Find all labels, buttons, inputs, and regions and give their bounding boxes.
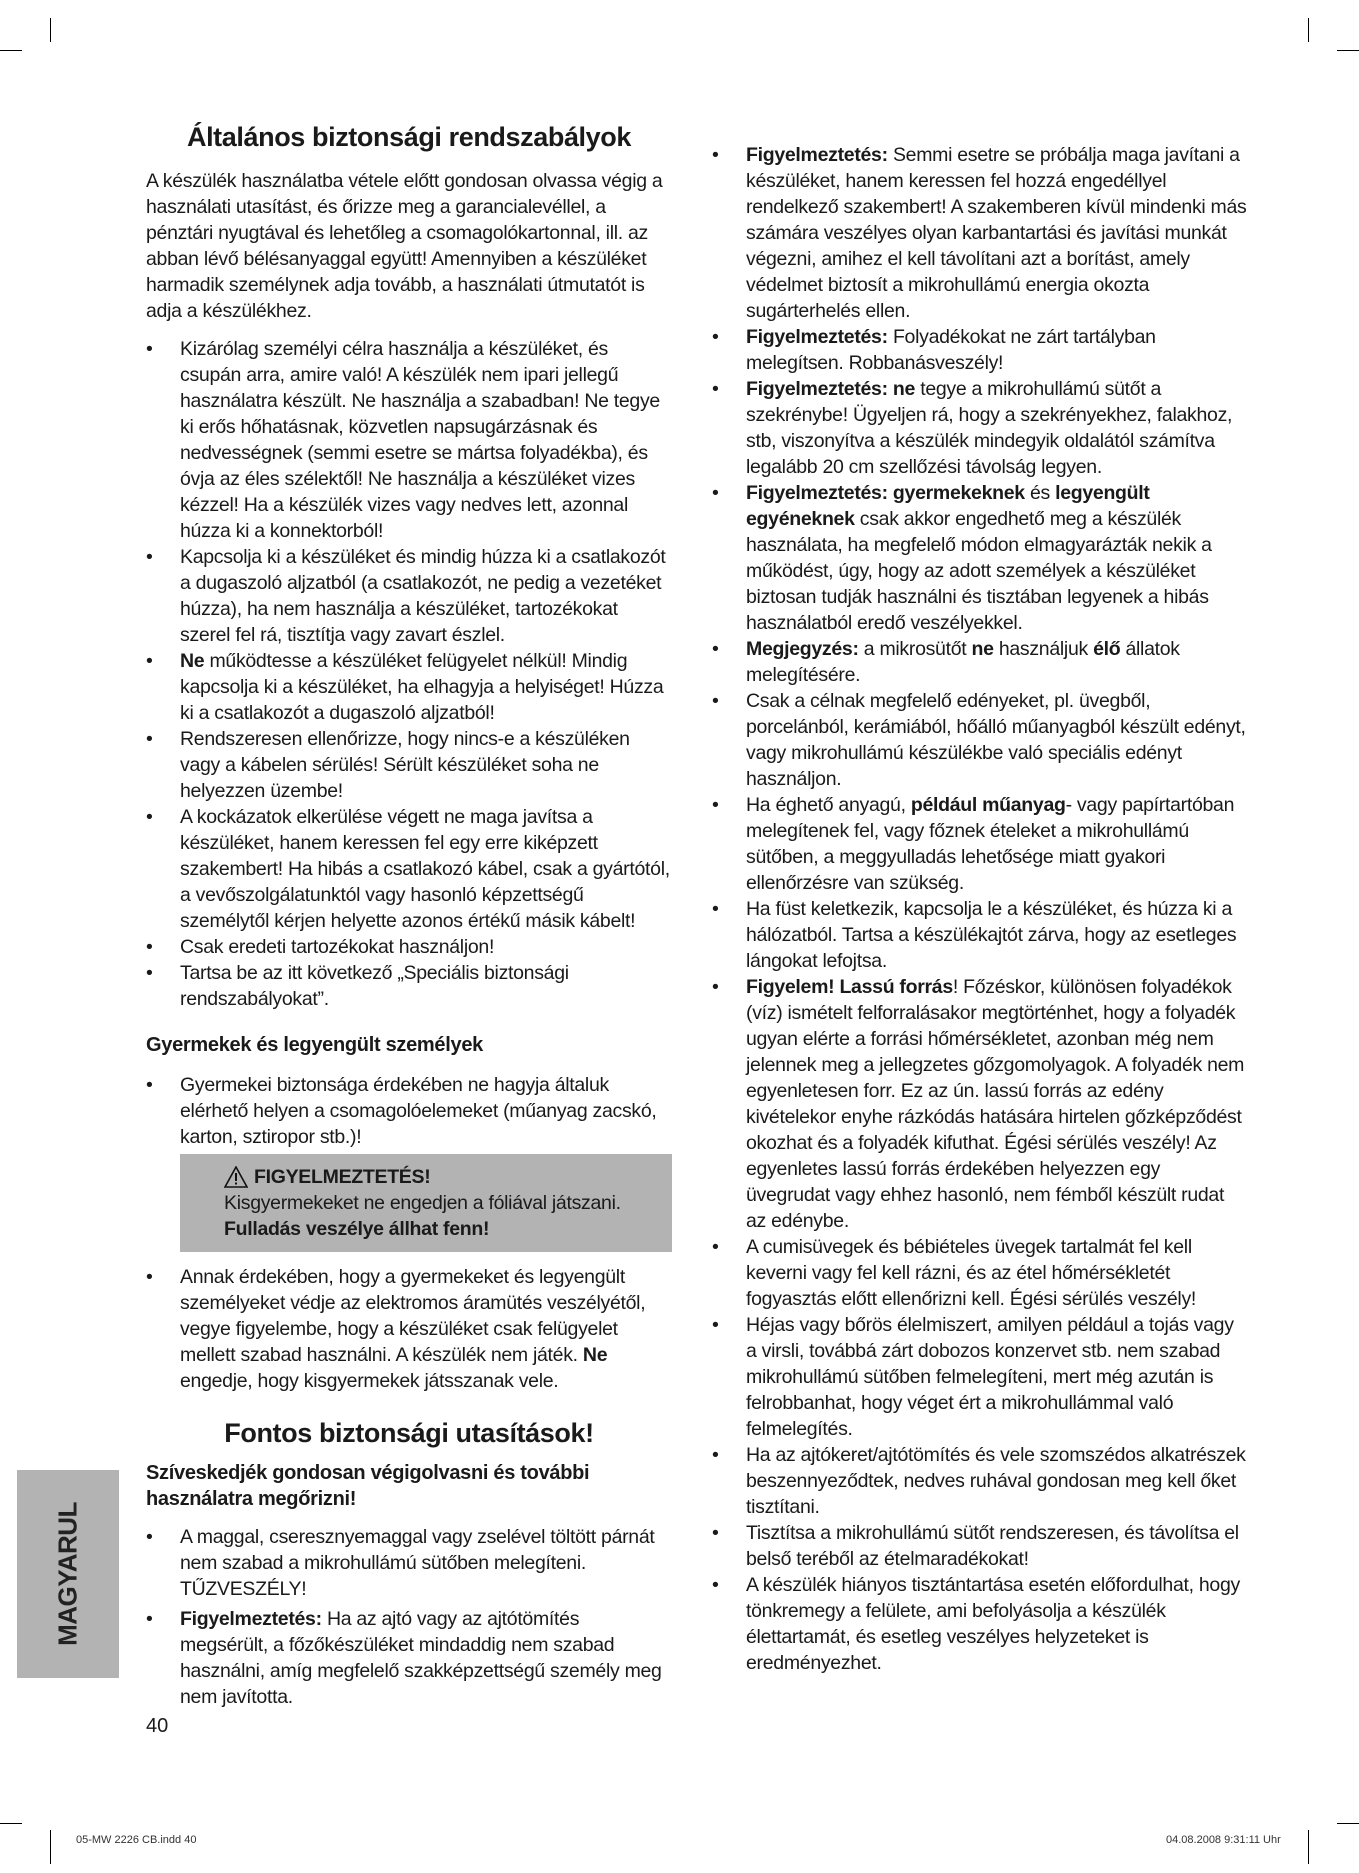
- list-item-text: használjuk: [998, 638, 1088, 660]
- warning-body: Kisgyermekeket ne engedjen a fóliával játszani.: [224, 1192, 621, 1214]
- right-safety-list: [712, 142, 1248, 1676]
- list-item: • Tartsa be az itt következő „Speciális biztonsági rendszabályokat”.: [146, 960, 672, 1012]
- bold-text: Figyelmeztetés:: [180, 1608, 322, 1630]
- language-tab-label: MAGYARUL: [52, 1502, 83, 1646]
- list-item-text: tegye a mikrohullámú sütőt a szekrénybe! Ügyeljen rá, hogy a szekrényekhez, falakhoz, stb, viszonyítva a készülék mindegyik oldalától számítva legalább 20 cm szellőzési távolság legyen.: [746, 378, 1233, 478]
- list-item-text: állatok melegítésére.: [746, 638, 1180, 686]
- list-item: • A kockázatok elkerülése végett ne maga javítsa a készüléket, hanem keressen fel egy erre kiképzett szakembert! Ha hibás a csatlakozó kábel, csak a gyártótól, a vevőszolgálatunktól vagy hasonló képzettségű személytől kérjen helyette azonos értékű másik kábelt!: [146, 804, 672, 934]
- list-item-text: Annak érdekében, hogy a gyermekeket és legyengült személyeket védje az elektromos áramütés veszélyétől, vegye figyelembe, hogy a készüléket csak felügyelet mellett szabad használni. A készülék nem játék.: [180, 1266, 646, 1366]
- list-item: [146, 1264, 672, 1394]
- list-item: • Tisztítsa a mikrohullámú sütőt rendszeresen, és távolítsa el belső teréből az ételmaradékokat!: [712, 1520, 1248, 1572]
- list-item: [712, 142, 1248, 324]
- crop-mark: [50, 18, 51, 42]
- list-item: • Ha az ajtókeret/ajtótömítés és vele szomszédos alkatrészek beszennyeződtek, nedves ruhával gondosan meg kell őket tisztítani.: [712, 1442, 1248, 1520]
- bold-text: Megjegyzés:: [746, 638, 859, 660]
- section-subtitle: Szíveskedjék gondosan végigolvasni és további használatra megőrizni!: [146, 1462, 590, 1510]
- list-item: • Csak a célnak megfelelő edényeket, pl. üvegből, porcelánból, kerámiából, hőálló műanyagból készült edényt, vagy mikrohullámú készülékbe való speciális edényt használjon.: [712, 688, 1248, 792]
- crop-mark: [1337, 50, 1359, 51]
- bold-text: ne: [971, 638, 994, 660]
- crop-mark: [1308, 1830, 1309, 1864]
- right-column: [712, 142, 1248, 1688]
- list-item: • Kapcsolja ki a készüléket és mindig húzza ki a csatlakozót a dugaszoló aljzatból (a csatlakozót, ne pedig a vezetéket húzza), ha nem használja a készüléket, tartozékokat szerel fel rá, tisztítja vagy zavart észlel.: [146, 544, 672, 648]
- list-item-text: működtesse a készüléket felügyelet nélkül! Mindig kapcsolja ki a készüléket, ha elhagyja a helyiséget! Húzza ki a csatlakozót a dugaszoló aljzatból!: [180, 650, 664, 724]
- language-tab: [17, 1470, 119, 1678]
- bold-text: Figyelmeztetés:: [746, 326, 888, 348]
- list-item-text: - vagy papírtartóban melegítenek fel, vagy főznek ételeket a mikrohullámú sütőben, a meggyulladás lehetősége miatt gyakori ellenőrzésre van szükség.: [746, 794, 1235, 894]
- left-column: [146, 120, 672, 1722]
- list-item: • Kizárólag személyi célra használja a készüléket, és csupán arra, amire való! A készülék nem ipari jellegű használatra készült. Ne használja a szabadban! Ne tegye ki erős hőhatásnak, közvetlen napsugárzásnak és nedvességnek (semmi esetre se mártsa folyadékba), és óvja az éles szélektől! Ne használja a készüléket vizes kézzel! Ha a készülék vizes vagy nedves lett, azonnal húzza ki a konnektorból!: [146, 336, 672, 544]
- children-list-2: [146, 1264, 672, 1394]
- list-item: [712, 974, 1248, 1234]
- bold-text: élő: [1093, 638, 1121, 660]
- list-item: [712, 792, 1248, 896]
- list-item: • Héjas vagy bőrös élelmiszert, amilyen például a tojás vagy a virsli, továbbá zárt dobozos konzervet stb. nem szabad mikrohullámú sütőben felmelegíteni, mert még azután is felrobbanhat, hogy véget ért a mikrohullámmal való felmelegítés.: [712, 1312, 1248, 1442]
- list-item: [712, 376, 1248, 480]
- list-item: • Ha füst keletkezik, kapcsolja le a készüléket, és húzza ki a hálózatból. Tartsa a készülékajtót zárva, hogy az esetleges lángokat lefojtsa.: [712, 896, 1248, 974]
- bold-text: Figyelmeztetés: gyermekeknek: [746, 482, 1025, 504]
- bold-text: Figyelmeztetés: ne: [746, 378, 916, 400]
- list-item-text: engedje, hogy kisgyermekek játsszanak vele.: [180, 1370, 559, 1392]
- intro-paragraph: A készülék használatba vétele előtt gondosan olvassa végig a használati utasítást, és őrizze meg a garancialevéllel, a pénztári nyugtával és lehetőleg a csomagolókartonnal, ill. az abban lévő bélésanyaggal együtt! Amennyiben a készüléket harmadik személynek adja tovább, a használati útmutatót is adja a készülékhez.: [146, 170, 663, 322]
- crop-mark: [1337, 1823, 1359, 1824]
- list-item: [712, 636, 1248, 688]
- section-title-general-safety: Általános biztonsági rendszabályok: [186, 122, 631, 152]
- important-list: [146, 1524, 672, 1710]
- bold-text: például műanyag: [910, 794, 1066, 816]
- list-item-text: ! Főzéskor, különösen folyadékok (víz) ismételt felforralásakor megtörténhet, hogy a folyadék ugyan elérte a forrási hőmérsékletet, azonban még nem jelennek meg a jellegzetes gőzgomolyagok. A folyadék nem egyenletesen forr. Ez az ún. lassú forrás az edény kivételekor enyhe rázkódás hatására hirtelen gőzképződést okozhat és a folyadék kifuthat. Égési sérülés veszély! Az egyenletes lassú forrás érdekében helyezzen egy üvegrudat vagy ehhez hasonló, nem fémből készült rudat az edénybe.: [746, 976, 1245, 1232]
- bold-text: Ne: [180, 650, 205, 672]
- footer-timestamp: 04.08.2008 9:31:11 Uhr: [1166, 1834, 1281, 1846]
- warning-bold: Fulladás veszélye állhat fenn!: [224, 1218, 490, 1240]
- list-item: • Csak eredeti tartozékokat használjon!: [146, 934, 672, 960]
- section-title-children: Gyermekek és legyengült személyek: [146, 1034, 483, 1056]
- list-item: • A maggal, cseresznyemaggal vagy zselével töltött párnát nem szabad a mikrohullámú sütőben melegíteni. TŰZVESZÉLY!: [146, 1524, 672, 1602]
- bold-text: Figyelem! Lassú forrás: [746, 976, 953, 998]
- warning-text: [224, 1190, 662, 1242]
- list-item-text: a mikrosütőt: [863, 638, 967, 660]
- warning-box: [180, 1154, 672, 1252]
- list-item: • Rendszeresen ellenőrizze, hogy nincs-e a készüléken vagy a kábelen sérülés! Sérült készüléket soha ne helyezzen üzembe!: [146, 726, 672, 804]
- list-item-text: Ha éghető anyagú,: [746, 794, 906, 816]
- bold-text: Ne: [582, 1344, 608, 1366]
- children-list: [146, 1072, 672, 1150]
- crop-mark: [0, 50, 22, 51]
- list-item: [146, 648, 672, 726]
- general-safety-list: [146, 336, 672, 1012]
- list-item-text: Semmi esetre se próbálja maga javítani a készüléket, hanem keressen fel hozzá engedéllyel rendelkező szakembert! A szakemberen kívül mindenki más számára veszélyes olyan karbantartási és javítási munkát végezni, amihez el kell távolítani azt a borítást, amely védelmet biztosít a mikrohullámú energia okozta sugárterhelés ellen.: [746, 144, 1247, 322]
- bold-text: Figyelmeztetés:: [746, 144, 888, 166]
- warning-title: [224, 1164, 662, 1190]
- list-item: [146, 1606, 672, 1710]
- crop-mark: [50, 1830, 51, 1864]
- list-item: [712, 324, 1248, 376]
- list-item-text: Folyadékokat ne zárt tartályban melegítsen. Robbanásveszély!: [746, 326, 1156, 374]
- section-title-important: Fontos biztonsági utasítások!: [224, 1418, 594, 1448]
- list-item: [712, 480, 1248, 636]
- crop-mark: [1308, 18, 1309, 42]
- list-item: • A cumisüvegek és bébiételes üvegek tartalmát fel kell keverni vagy fel kell rázni, és az étel hőmérsékletét fogyasztás előtt ellenőrizni kell. Égési sérülés veszély!: [712, 1234, 1248, 1312]
- page-number: 40: [146, 1715, 169, 1737]
- list-item: • Gyermekei biztonsága érdekében ne hagyja általuk elérhető helyen a csomagolóelemeket (műanyag zacskó, karton, sztiropor stb.)!: [146, 1072, 672, 1150]
- warning-triangle-icon: [224, 1166, 248, 1188]
- bold-text: legyengült egyéneknek: [746, 482, 1150, 530]
- list-item-text: csak akkor engedhető meg a készülék használata, ha megfelelő módon elmagyarázták nekik a működést, úgy, hogy az adott személyek a készüléket biztosan tudják használni és tisztában legyenek a hibás használatból eredő veszélyekkel.: [746, 508, 1212, 634]
- warning-title-text: FIGYELMEZTETÉS!: [254, 1166, 431, 1188]
- list-item: • A készülék hiányos tisztántartása esetén előfordulhat, hogy tönkremegy a felülete, ami befolyásolja a készülék élettartamát, és esetleg veszélyes helyzeteket is eredményezhet.: [712, 1572, 1248, 1676]
- list-item-text: Ha az ajtó vagy az ajtótömítés megsérült, a főzőkészüléket mindaddig nem szabad használni, amíg megfelelő szakképzettségű személy meg nem javította.: [180, 1608, 662, 1708]
- footer-file-info: 05-MW 2226 CB.indd 40: [76, 1834, 197, 1846]
- list-item-text: és: [1029, 482, 1050, 504]
- crop-mark: [0, 1823, 22, 1824]
